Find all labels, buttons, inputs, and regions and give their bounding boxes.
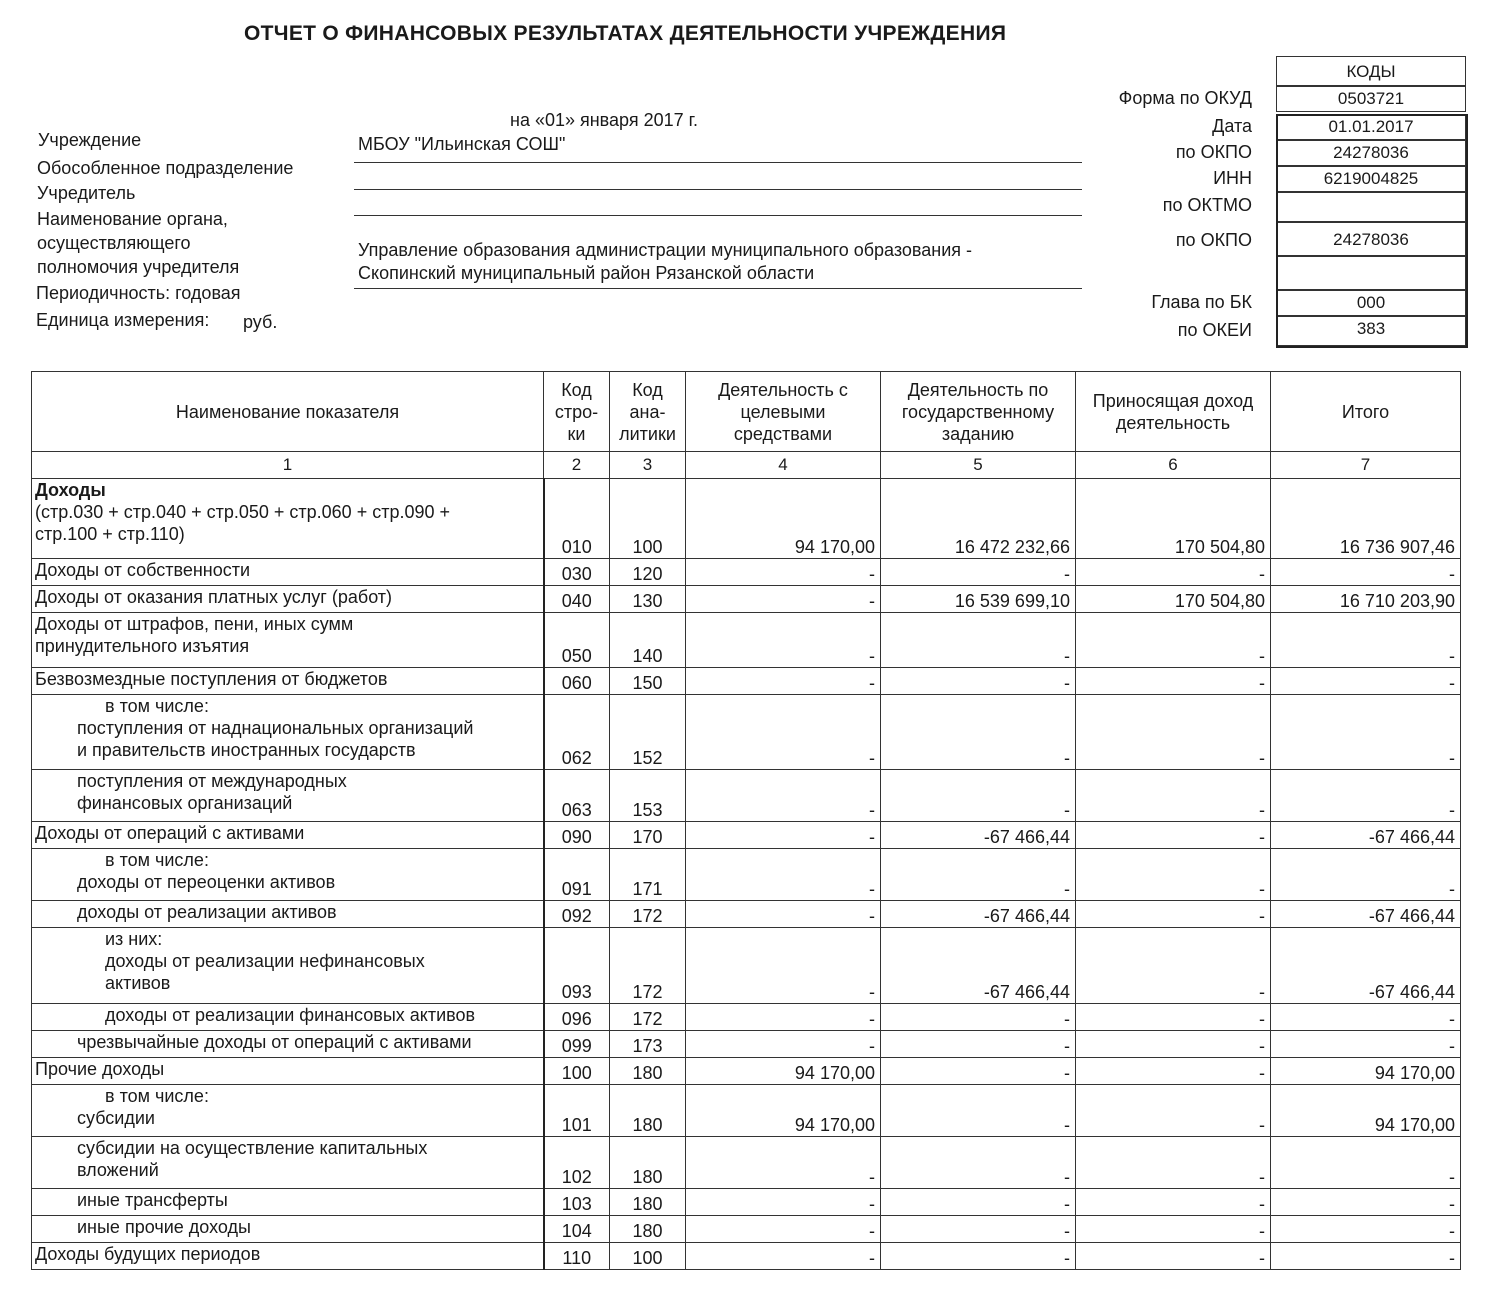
indicator-name (32, 1137, 544, 1189)
value-total: - (1271, 668, 1461, 695)
indicator-name-line: субсидии (77, 1108, 155, 1128)
indicator-name-line: в том числе: (105, 1086, 209, 1106)
col-number: 2 (544, 452, 610, 479)
indicator-name-line: стр.100 + стр.110) (35, 524, 185, 544)
table-row (32, 1004, 1461, 1031)
indicator-name-line: Доходы от собственности (35, 560, 251, 580)
indicator-name-line: Доходы от операций с активами (35, 823, 305, 843)
codes-box (1276, 56, 1468, 348)
value-targeted: - (686, 559, 881, 586)
table-row (32, 613, 1461, 668)
line-code: 096 (544, 1004, 610, 1031)
table-row (32, 1216, 1461, 1243)
value-state-task: - (881, 559, 1076, 586)
analytic-code: 120 (610, 559, 686, 586)
analytic-code: 152 (610, 695, 686, 770)
value-total: - (1271, 1031, 1461, 1058)
value-state-task: - (881, 668, 1076, 695)
authority-label-1: Наименование органа, (37, 209, 228, 229)
unit-label: Единица измерения: (36, 310, 210, 330)
table-body (32, 479, 1461, 1270)
line-code: 092 (544, 901, 610, 928)
col-header-state-task: Деятельность по государственному заданию (881, 372, 1076, 452)
oktmo-value (1276, 192, 1466, 222)
col-header-income: Приносящая доход деятельность (1076, 372, 1271, 452)
value-targeted: - (686, 849, 881, 901)
indicator-name-line: Прочие доходы (35, 1059, 165, 1079)
line-code: 062 (544, 695, 610, 770)
line-code: 030 (544, 559, 610, 586)
indicator-name-line: (стр.030 + стр.040 + стр.050 + стр.060 + стр.090 + (35, 502, 451, 522)
analytic-code: 170 (610, 822, 686, 849)
value-total: 94 170,00 (1271, 1085, 1461, 1137)
line-code: 104 (544, 1216, 610, 1243)
value-income: - (1076, 1058, 1271, 1085)
indicator-name-line: и правительств иностранных государств (77, 740, 416, 760)
value-income: - (1076, 668, 1271, 695)
analytic-code: 171 (610, 849, 686, 901)
value-state-task: - (881, 1216, 1076, 1243)
value-income: - (1076, 1137, 1271, 1189)
indicator-name-line: из них: (105, 929, 163, 949)
value-income: - (1076, 559, 1271, 586)
periodicity: Периодичность: годовая (36, 283, 241, 303)
value-state-task: - (881, 1137, 1076, 1189)
table-row (32, 928, 1461, 1004)
indicator-name (32, 586, 544, 613)
okpo-value: 24278036 (1276, 140, 1466, 166)
authority-value-2: Скопинский муниципальный район Рязанской области (358, 263, 815, 283)
page-title: ОТЧЕТ О ФИНАНСОВЫХ РЕЗУЛЬТАТАХ ДЕЯТЕЛЬНОСТИ УЧРЕЖДЕНИЯ (244, 22, 1007, 45)
value-income: 170 504,80 (1076, 586, 1271, 613)
indicator-name-line: Доходы (35, 480, 106, 500)
value-state-task: - (881, 1085, 1076, 1137)
column-number-row (32, 452, 1461, 479)
value-state-task: - (881, 695, 1076, 770)
bk-value: 000 (1276, 290, 1466, 316)
codes-header: КОДЫ (1276, 56, 1466, 86)
line-code: 100 (544, 1058, 610, 1085)
value-state-task: -67 466,44 (881, 928, 1076, 1004)
indicator-name-line: доходы от переоценки активов (77, 872, 336, 892)
authority-value-1: Управление образования администрации муниципального образования - (358, 240, 973, 260)
col-header-analytic-code: Код ана- литики (610, 372, 686, 452)
value-income: - (1076, 901, 1271, 928)
analytic-code: 173 (610, 1031, 686, 1058)
value-income: - (1076, 1031, 1271, 1058)
value-targeted: - (686, 613, 881, 668)
table-row (32, 1243, 1461, 1270)
value-income: - (1076, 695, 1271, 770)
authority-label-3: полномочия учредителя (37, 257, 240, 277)
line-code: 060 (544, 668, 610, 695)
indicator-name (32, 559, 544, 586)
col-header-total: Итого (1271, 372, 1461, 452)
value-state-task: - (881, 1058, 1076, 1085)
table-row (32, 586, 1461, 613)
indicator-name (32, 1216, 544, 1243)
value-state-task: -67 466,44 (881, 901, 1076, 928)
line-code: 103 (544, 1189, 610, 1216)
value-total: - (1271, 1137, 1461, 1189)
authority-line (354, 288, 1082, 289)
table-row (32, 1085, 1461, 1137)
founder-label: Учредитель (37, 183, 136, 203)
indicator-name-line: доходы от реализации активов (77, 902, 337, 922)
indicator-name (32, 1004, 544, 1031)
analytic-code: 150 (610, 668, 686, 695)
institution-label: Учреждение (38, 130, 142, 150)
col-number: 3 (610, 452, 686, 479)
col-number: 5 (881, 452, 1076, 479)
indicator-name (32, 613, 544, 668)
line-code: 099 (544, 1031, 610, 1058)
report-date: на «01» января 2017 г. (510, 110, 699, 130)
analytic-code: 180 (610, 1085, 686, 1137)
line-code: 063 (544, 770, 610, 822)
okud-value: 0503721 (1276, 86, 1466, 112)
value-total: 94 170,00 (1271, 1058, 1461, 1085)
line-code: 090 (544, 822, 610, 849)
value-income: - (1076, 1189, 1271, 1216)
indicator-name (32, 1243, 544, 1270)
okei-label: по ОКЕИ (1177, 320, 1252, 340)
analytic-code: 180 (610, 1216, 686, 1243)
founder-line (354, 215, 1082, 216)
subdivision-line (354, 189, 1082, 190)
value-targeted: 94 170,00 (686, 1058, 881, 1085)
table-row (32, 1189, 1461, 1216)
value-total: -67 466,44 (1271, 901, 1461, 928)
authority-label-2: осуществляющего (37, 233, 191, 253)
value-income: - (1076, 849, 1271, 901)
value-total: - (1271, 1243, 1461, 1270)
analytic-code: 140 (610, 613, 686, 668)
analytic-code: 172 (610, 928, 686, 1004)
date-label: Дата (1212, 116, 1252, 136)
analytic-code: 180 (610, 1058, 686, 1085)
indicator-name-line: в том числе: (105, 850, 209, 870)
indicator-name-line: Доходы будущих периодов (35, 1244, 261, 1264)
value-state-task: 16 539 699,10 (881, 586, 1076, 613)
blank-code (1276, 256, 1466, 290)
okpo2-value: 24278036 (1276, 222, 1466, 256)
value-total: - (1271, 613, 1461, 668)
analytic-code: 130 (610, 586, 686, 613)
indicator-name (32, 770, 544, 822)
analytic-code: 172 (610, 1004, 686, 1031)
line-code: 010 (544, 479, 610, 559)
indicator-name-line: Доходы от оказания платных услуг (работ) (35, 587, 393, 607)
indicator-name (32, 849, 544, 901)
date-value: 01.01.2017 (1276, 114, 1466, 140)
col-header-line-code: Код стро- ки (544, 372, 610, 452)
col-number: 7 (1271, 452, 1461, 479)
value-total: - (1271, 1189, 1461, 1216)
value-targeted: - (686, 822, 881, 849)
oktmo-label: по ОКТМО (1162, 195, 1252, 215)
financial-results-table (31, 371, 1461, 1270)
value-income: - (1076, 770, 1271, 822)
value-state-task: - (881, 1189, 1076, 1216)
value-total: - (1271, 559, 1461, 586)
table-row (32, 1137, 1461, 1189)
indicator-name (32, 1085, 544, 1137)
indicator-name-line: чрезвычайные доходы от операций с активами (77, 1032, 472, 1052)
indicator-name-line: Безвозмездные поступления от бюджетов (35, 669, 388, 689)
subdivision-label: Обособленное подразделение (37, 158, 294, 178)
value-targeted: - (686, 1216, 881, 1243)
line-code: 093 (544, 928, 610, 1004)
value-income: 170 504,80 (1076, 479, 1271, 559)
value-state-task: - (881, 1031, 1076, 1058)
value-state-task: - (881, 1004, 1076, 1031)
value-total: -67 466,44 (1271, 822, 1461, 849)
table-row (32, 849, 1461, 901)
okei-value: 383 (1276, 316, 1466, 346)
table-row (32, 695, 1461, 770)
value-total: -67 466,44 (1271, 928, 1461, 1004)
value-income: - (1076, 613, 1271, 668)
indicator-name-line: Доходы от штрафов, пени, иных сумм (35, 614, 354, 634)
indicator-name (32, 822, 544, 849)
value-state-task: - (881, 613, 1076, 668)
indicator-name-line: активов (105, 973, 171, 993)
indicator-name (32, 1058, 544, 1085)
indicator-name-line: принудительного изъятия (35, 636, 250, 656)
value-targeted: - (686, 695, 881, 770)
indicator-name-line: доходы от реализации финансовых активов (105, 1005, 476, 1025)
indicator-name (32, 668, 544, 695)
okud-label: Форма по ОКУД (1118, 88, 1252, 108)
indicator-name (32, 695, 544, 770)
value-state-task: - (881, 849, 1076, 901)
value-income: - (1076, 1004, 1271, 1031)
value-targeted: - (686, 1137, 881, 1189)
okpo-label: по ОКПО (1175, 142, 1252, 162)
line-code: 091 (544, 849, 610, 901)
analytic-code: 100 (610, 1243, 686, 1270)
value-targeted: 94 170,00 (686, 479, 881, 559)
value-targeted: 94 170,00 (686, 1085, 881, 1137)
col-header-name: Наименование показателя (32, 372, 544, 452)
table-row (32, 901, 1461, 928)
analytic-code: 180 (610, 1137, 686, 1189)
indicator-name-line: иные трансферты (77, 1190, 228, 1210)
inn-value: 6219004825 (1276, 166, 1466, 192)
table-row (32, 668, 1461, 695)
col-header-targeted: Деятельность с целевыми средствами (686, 372, 881, 452)
line-code: 110 (544, 1243, 610, 1270)
value-targeted: - (686, 1031, 881, 1058)
value-total: - (1271, 1004, 1461, 1031)
indicator-name-line: субсидии на осуществление капитальных (77, 1138, 428, 1158)
indicator-name-line: иные прочие доходы (77, 1217, 251, 1237)
institution-line (354, 162, 1082, 163)
value-targeted: - (686, 928, 881, 1004)
analytic-code: 172 (610, 901, 686, 928)
value-total: 16 710 203,90 (1271, 586, 1461, 613)
value-targeted: - (686, 770, 881, 822)
value-income: - (1076, 928, 1271, 1004)
value-total: - (1271, 770, 1461, 822)
okpo2-label: по ОКПО (1175, 230, 1252, 250)
col-number: 4 (686, 452, 881, 479)
indicator-name (32, 1031, 544, 1058)
indicator-name (32, 901, 544, 928)
analytic-code: 100 (610, 479, 686, 559)
analytic-code: 153 (610, 770, 686, 822)
indicator-name (32, 1189, 544, 1216)
unit-value: руб. (243, 312, 278, 332)
value-state-task: -67 466,44 (881, 822, 1076, 849)
indicator-name-line: поступления от наднациональных организаций (77, 718, 474, 738)
value-targeted: - (686, 668, 881, 695)
value-state-task: - (881, 1243, 1076, 1270)
value-income: - (1076, 1216, 1271, 1243)
inn-label: ИНН (1213, 168, 1252, 188)
table-row (32, 479, 1461, 559)
indicator-name-line: в том числе: (105, 696, 209, 716)
indicator-name-line: вложений (77, 1160, 159, 1180)
indicator-name-line: доходы от реализации нефинансовых (105, 951, 425, 971)
value-total: - (1271, 849, 1461, 901)
col-number: 1 (32, 452, 544, 479)
value-income: - (1076, 1243, 1271, 1270)
bk-label: Глава по БК (1151, 292, 1252, 312)
value-targeted: - (686, 1243, 881, 1270)
col-number: 6 (1076, 452, 1271, 479)
value-state-task: 16 472 232,66 (881, 479, 1076, 559)
value-total: - (1271, 1216, 1461, 1243)
indicator-name (32, 479, 544, 559)
indicator-name (32, 928, 544, 1004)
institution-value: МБОУ "Ильинская СОШ" (358, 134, 566, 154)
table-row (32, 770, 1461, 822)
line-code: 040 (544, 586, 610, 613)
value-targeted: - (686, 1189, 881, 1216)
value-total: 16 736 907,46 (1271, 479, 1461, 559)
indicator-name-line: поступления от международных (77, 771, 347, 791)
table-row (32, 822, 1461, 849)
indicator-name-line: финансовых организаций (77, 793, 293, 813)
analytic-code: 180 (610, 1189, 686, 1216)
table-row (32, 559, 1461, 586)
table-header-row (32, 372, 1461, 452)
value-total: - (1271, 695, 1461, 770)
line-code: 101 (544, 1085, 610, 1137)
value-targeted: - (686, 1004, 881, 1031)
table-row (32, 1031, 1461, 1058)
value-state-task: - (881, 770, 1076, 822)
value-targeted: - (686, 586, 881, 613)
value-income: - (1076, 1085, 1271, 1137)
value-targeted: - (686, 901, 881, 928)
line-code: 050 (544, 613, 610, 668)
line-code: 102 (544, 1137, 610, 1189)
table-row (32, 1058, 1461, 1085)
value-income: - (1076, 822, 1271, 849)
